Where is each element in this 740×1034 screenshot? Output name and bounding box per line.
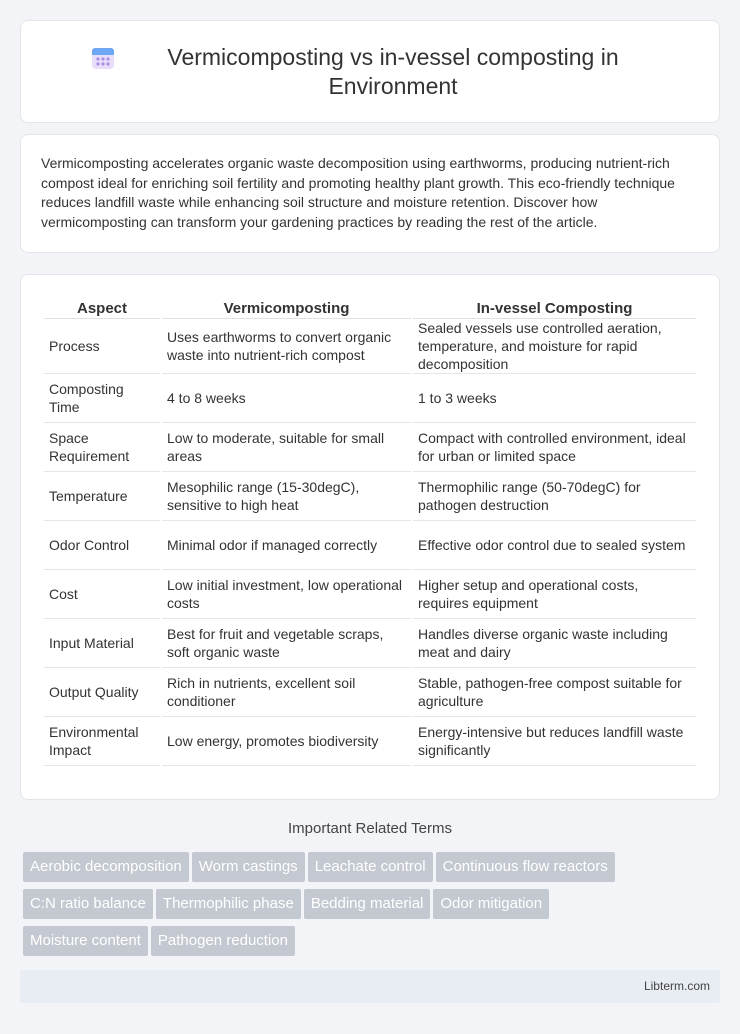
cell-aspect: Cost <box>44 570 160 619</box>
cell-vermicomposting: Uses earthworms to convert organic waste into nutrient-rich compost <box>162 319 411 374</box>
title-wrap <box>90 43 650 101</box>
related-terms-list <box>23 852 723 963</box>
table-header-row <box>44 295 696 319</box>
comparison-table <box>42 295 698 766</box>
tag-pathogen-reduction[interactable]: Pathogen reduction <box>151 926 295 956</box>
cell-vermicomposting: Low energy, promotes biodiversity <box>162 717 411 766</box>
cell-vermicomposting: Mesophilic range (15-30degC), sensitive to high heat <box>162 472 411 521</box>
cell-aspect: Temperature <box>44 472 160 521</box>
tag-thermophilic-phase[interactable]: Thermophilic phase <box>156 889 301 919</box>
tag-moisture-content[interactable]: Moisture content <box>23 926 148 956</box>
tag-aerobic-decomposition[interactable]: Aerobic decomposition <box>23 852 189 882</box>
cell-aspect: Composting Time <box>44 374 160 423</box>
table-row <box>44 472 696 521</box>
table-row <box>44 423 696 472</box>
cell-in-vessel: 1 to 3 weeks <box>413 374 696 423</box>
cell-aspect: Environmental Impact <box>44 717 160 766</box>
table-row <box>44 319 696 374</box>
cell-aspect: Input Material <box>44 619 160 668</box>
related-terms-heading: Important Related Terms <box>288 820 452 837</box>
cell-aspect: Process <box>44 319 160 374</box>
intro-card <box>20 134 720 253</box>
comparison-card <box>20 274 720 800</box>
tag-worm-castings[interactable]: Worm castings <box>192 852 305 882</box>
header-aspect: Aspect <box>44 295 160 319</box>
intro-paragraph: Vermicomposting accelerates organic waste decomposition using earthworms, producing nutrient-rich compost ideal for enriching soil fertility and promoting healthy plant growth. This eco-friendly technique reduces landfill waste while enhancing soil structure and moisture retention. Discover how vermicomposting can transform your gardening practices by reading the rest of the article. <box>41 155 675 230</box>
table-row <box>44 619 696 668</box>
cell-vermicomposting: 4 to 8 weeks <box>162 374 411 423</box>
cell-aspect: Output Quality <box>44 668 160 717</box>
cell-vermicomposting: Low to moderate, suitable for small areas <box>162 423 411 472</box>
cell-in-vessel: Energy-intensive but reduces landfill waste significantly <box>413 717 696 766</box>
cell-in-vessel: Higher setup and operational costs, requires equipment <box>413 570 696 619</box>
cell-vermicomposting: Rich in nutrients, excellent soil conditioner <box>162 668 411 717</box>
cell-in-vessel: Effective odor control due to sealed system <box>413 521 696 570</box>
page-title: Vermicomposting vs in-vessel composting in Environment <box>167 43 619 99</box>
cell-in-vessel: Handles diverse organic waste including meat and dairy <box>413 619 696 668</box>
cell-in-vessel: Stable, pathogen-free compost suitable for agriculture <box>413 668 696 717</box>
header-vermicomposting: Vermicomposting <box>162 295 411 319</box>
title-card <box>20 20 720 123</box>
table-row <box>44 668 696 717</box>
cell-in-vessel: Sealed vessels use controlled aeration, temperature, and moisture for rapid decomposition <box>413 319 696 374</box>
header-in-vessel: In-vessel Composting <box>413 295 696 319</box>
cell-vermicomposting: Best for fruit and vegetable scraps, soft organic waste <box>162 619 411 668</box>
tag-bedding-material[interactable]: Bedding material <box>304 889 431 919</box>
footer <box>20 970 720 1003</box>
tag-leachate-control[interactable]: Leachate control <box>308 852 433 882</box>
table-row <box>44 521 696 570</box>
cell-in-vessel: Thermophilic range (50-70degC) for pathogen destruction <box>413 472 696 521</box>
cell-in-vessel: Compact with controlled environment, ideal for urban or limited space <box>413 423 696 472</box>
table-row <box>44 570 696 619</box>
footer-brand-link[interactable]: Libterm.com <box>643 979 710 993</box>
calendar-icon <box>90 45 116 71</box>
tag-odor-mitigation[interactable]: Odor mitigation <box>433 889 549 919</box>
tag-cn-ratio-balance[interactable]: C:N ratio balance <box>23 889 153 919</box>
cell-vermicomposting: Low initial investment, low operational costs <box>162 570 411 619</box>
tag-continuous-flow-reactors[interactable]: Continuous flow reactors <box>436 852 615 882</box>
cell-aspect: Space Requirement <box>44 423 160 472</box>
table-row <box>44 374 696 423</box>
table-row <box>44 717 696 766</box>
cell-aspect: Odor Control <box>44 521 160 570</box>
cell-vermicomposting: Minimal odor if managed correctly <box>162 521 411 570</box>
